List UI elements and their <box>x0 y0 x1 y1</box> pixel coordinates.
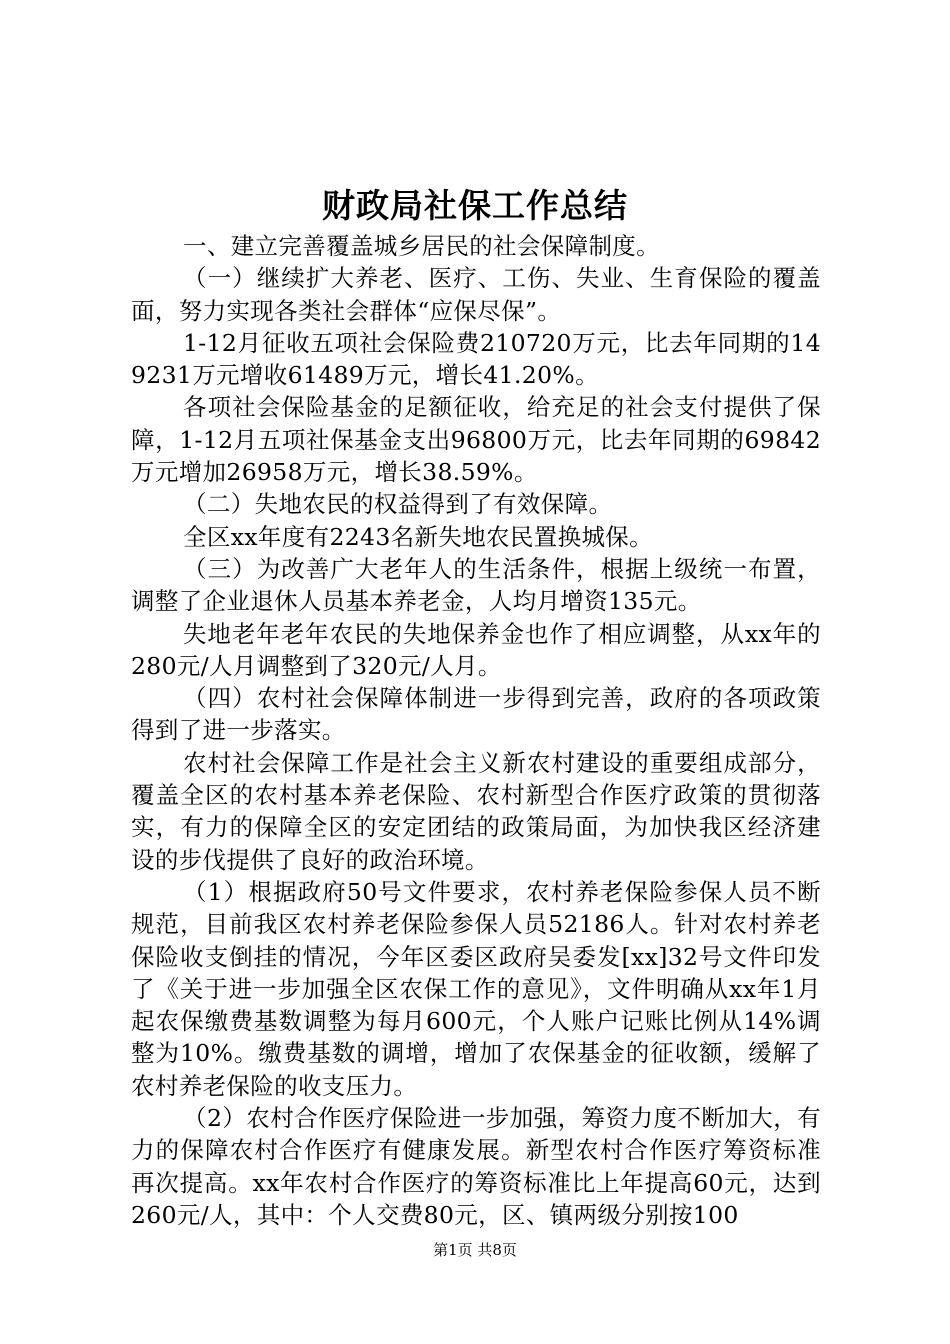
paragraph: 全区xx年度有2243名新失地农民置换城保。 <box>183 522 654 551</box>
paragraph: 各项社会保险基金的足额征收，给充足的社会支付提供了保障，1-12月五项社保基金支出96800万元，比去年同期的69842万元增加26958万元，增长38.59%。 <box>131 393 821 487</box>
paragraph: （四）农村社会保障体制进一步得到完善，政府的各项政策得到了进一步落实。 <box>131 684 821 745</box>
paragraph: 1-12月征收五项社会保险费210720万元，比去年同期的149231万元增收61489万元，增长41.20%。 <box>131 328 821 390</box>
paragraph: （2）农村合作医疗保险进一步加强，筹资力度不断加大，有力的保障农村合作医疗有健康发展。新型农村合作医疗筹资标准再次提高。xx年农村合作医疗的筹资标准比上年提高60元，达到260元/人，其中：个人交费80元，区、镇两级分别按100 <box>131 1104 821 1229</box>
paragraph: （二）失地农民的权益得到了有效保障。 <box>183 490 613 519</box>
paragraph-section-heading: 一、建立完善覆盖城乡居民的社会保障制度。 <box>183 232 660 260</box>
document-title: 财政局社保工作总结 <box>322 186 628 225</box>
paragraph: 失地老年老年农民的失地保养金也作了相应调整，从xx年的280元/人月调整到了320元/人月。 <box>131 619 821 680</box>
paragraph: （1）根据政府50号文件要求，农村养老保险参保人员不断规范，目前我区农村养老保险参保人员52186人。针对农村养老保险收支倒挂的情况，今年区委区政府吴委发[xx]32号文件印发了《关于进一步加强全区农保工作的意见》，文件明确从xx年1月起农保缴费基数调整为每月600元，个人账户记账比例从14%调整为10%。缴费基数的调增，增加了农保基金的征收额，缓解了农村养老保险的收支压力。 <box>131 877 821 1100</box>
paragraph: （一）继续扩大养老、医疗、工伤、失业、生育保险的覆盖面，努力实现各类社会群体“应保尽保”。 <box>131 264 821 325</box>
paragraph: （三）为改善广大老年人的生活条件，根据上级统一布置，调整了企业退休人员基本养老金，人均月增资135元。 <box>131 554 821 616</box>
page-number: 第1页 共8页 <box>433 1241 517 1259</box>
document-body <box>131 230 821 1231</box>
paragraph: 农村社会保障工作是社会主义新农村建设的重要组成部分，覆盖全区的农村基本养老保险、农村新型合作医疗政策的贯彻落实，有力的保障全区的安定团结的政策局面，为加快我区经济建设的步伐提供了良好的政治环境。 <box>131 748 821 874</box>
